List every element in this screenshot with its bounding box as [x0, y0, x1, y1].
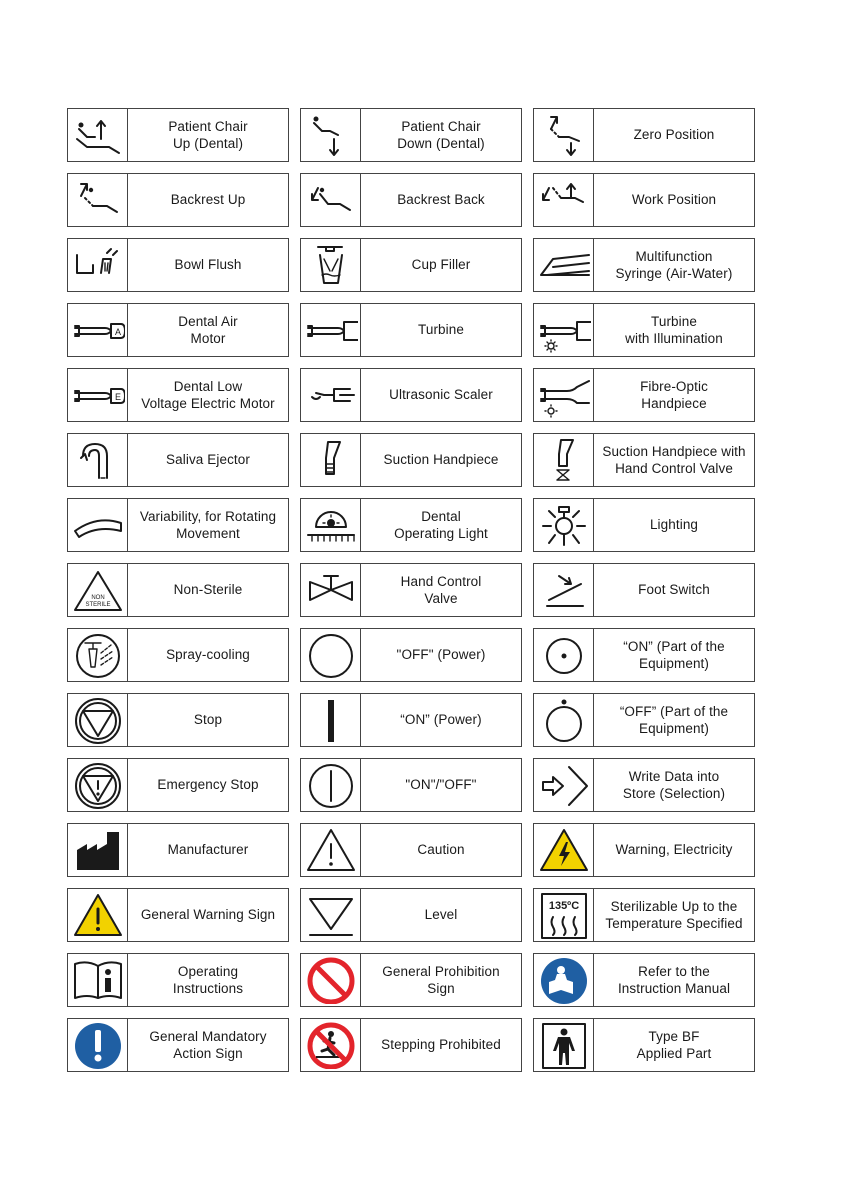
- symbol-cell-write-data-into-store: [533, 758, 755, 812]
- symbol-label-line: Turbine: [418, 322, 464, 338]
- symbol-label: [128, 174, 288, 226]
- symbol-cell-dental-low-voltage-electric-motor: [67, 368, 289, 422]
- symbol-label-line: Valve: [424, 591, 458, 606]
- symbol-label-line: Patient Chair: [168, 118, 248, 134]
- backrest-back-icon: [301, 174, 361, 226]
- svg-text:A: A: [114, 327, 121, 337]
- write-data-icon: [534, 759, 594, 811]
- symbol-cell-stop: [67, 693, 289, 747]
- symbol-cell-patient-chair-up-dental: [67, 108, 289, 162]
- symbol-label-line: Backrest Back: [397, 192, 485, 208]
- symbol-label: [361, 954, 521, 1006]
- dental-air-motor-icon: [68, 304, 128, 356]
- symbol-label-line: Patient Chair: [401, 118, 481, 134]
- symbol-cell-dental-air-motor: [67, 303, 289, 357]
- ultrasonic-scaler-icon: [301, 369, 361, 421]
- symbol-cell-on-power: [300, 693, 522, 747]
- symbol-label-line: Stop: [193, 712, 223, 728]
- symbol-label: [128, 759, 288, 811]
- symbol-label-line: Temperature Specified: [605, 916, 743, 931]
- symbol-label-line: Warning, Electricity: [615, 842, 733, 858]
- symbol-cell-general-mandatory-action-sign: [67, 1018, 289, 1072]
- symbol-label: [594, 499, 754, 551]
- symbol-label: [594, 629, 754, 681]
- symbol-cell-manufacturer: [67, 823, 289, 877]
- symbol-cell-turbine-with-illumination: [533, 303, 755, 357]
- symbol-label-line: Fibre-Optic: [640, 378, 708, 394]
- symbol-label: [594, 109, 754, 161]
- symbol-label-line: Spray-cooling: [166, 647, 250, 663]
- symbol-cell-multifunction-syringe: [533, 238, 755, 292]
- symbol-label: [128, 304, 288, 356]
- foot-switch-icon: [534, 564, 594, 616]
- symbol-label: [128, 824, 288, 876]
- symbol-label-line: Level: [424, 907, 458, 923]
- symbol-cell-work-position: [533, 173, 755, 227]
- off-part-equipment-icon: [534, 694, 594, 746]
- symbol-label: [594, 954, 754, 1006]
- symbol-cell-suction-handpiece-control-valve: [533, 433, 755, 487]
- symbol-label-line: Instruction Manual: [617, 981, 731, 996]
- symbol-label-line: Type BF: [648, 1028, 700, 1044]
- on-part-equipment-icon: [534, 629, 594, 681]
- type-bf-applied-part-icon: [534, 1019, 594, 1071]
- symbol-label-line: Write Data into: [628, 768, 720, 784]
- symbol-label-line: Dental Low: [173, 378, 243, 394]
- symbol-cell-ultrasonic-scaler: [300, 368, 522, 422]
- mandatory-action-icon: [68, 1019, 128, 1071]
- symbol-cell-lighting: [533, 498, 755, 552]
- symbol-label-line: Caution: [417, 842, 465, 858]
- symbol-label-line: Foot Switch: [638, 582, 710, 598]
- symbol-cell-emergency-stop: [67, 758, 289, 812]
- stepping-prohibited-icon: [301, 1019, 361, 1071]
- operating-instructions-icon: [68, 954, 128, 1006]
- symbol-label-line: General Prohibition: [382, 963, 500, 979]
- symbol-label-line: Lighting: [649, 517, 699, 533]
- symbol-label: [594, 759, 754, 811]
- symbol-label-line: General Warning Sign: [140, 907, 276, 923]
- symbol-cell-variability-rotating-movement: [67, 498, 289, 552]
- symbol-cell-saliva-ejector: [67, 433, 289, 487]
- general-warning-icon: [68, 889, 128, 941]
- symbol-cell-foot-switch: [533, 563, 755, 617]
- sterilizable-temperature-text: 135ºC: [548, 900, 579, 912]
- emergency-stop-icon: [68, 759, 128, 811]
- symbol-label-line: Refer to the: [638, 963, 710, 979]
- level-icon: [301, 889, 361, 941]
- symbol-label-line: “OFF” (Part of the: [619, 703, 729, 719]
- symbol-label-line: Backrest Up: [170, 192, 246, 208]
- symbol-label-line: with Illumination: [625, 331, 723, 346]
- saliva-ejector-icon: [68, 434, 128, 486]
- non-sterile-text-line-2: STERILE: [84, 602, 111, 608]
- symbol-label: [128, 889, 288, 941]
- symbol-label-line: Bowl Flush: [174, 257, 242, 273]
- symbol-cell-turbine: [300, 303, 522, 357]
- symbol-label: [361, 629, 521, 681]
- symbol-label: [594, 434, 754, 486]
- symbol-label-line: Cup Filler: [411, 257, 471, 273]
- symbol-label-line: Manufacturer: [167, 842, 249, 858]
- sterilizable-temperature-icon: [534, 889, 594, 941]
- symbol-label-line: Sign: [427, 981, 455, 996]
- turbine-icon: [301, 304, 361, 356]
- symbol-cell-level: [300, 888, 522, 942]
- symbol-label-line: Hand Control: [400, 573, 482, 589]
- symbol-label-line: Equipment): [638, 721, 710, 736]
- symbol-label-line: Ultrasonic Scaler: [389, 387, 493, 403]
- symbol-cell-on-part-equipment: [533, 628, 755, 682]
- symbol-label: [594, 564, 754, 616]
- symbol-label: [361, 1019, 521, 1071]
- symbol-label-line: Operating Light: [394, 526, 488, 541]
- symbol-cell-patient-chair-down-dental: [300, 108, 522, 162]
- symbol-label-line: Non-Sterile: [173, 582, 243, 598]
- symbol-label: [128, 434, 288, 486]
- symbol-label: [594, 239, 754, 291]
- svg-text:E: E: [114, 392, 121, 402]
- symbol-label-line: Applied Part: [636, 1046, 712, 1061]
- symbol-label-line: Work Position: [631, 192, 717, 208]
- symbol-cell-suction-handpiece: [300, 433, 522, 487]
- symbol-label: [594, 824, 754, 876]
- symbol-label-line: Turbine: [651, 313, 697, 329]
- hand-control-valve-icon: [301, 564, 361, 616]
- symbol-label-line: Action Sign: [173, 1046, 243, 1061]
- symbol-label: [361, 824, 521, 876]
- symbol-cell-caution: [300, 823, 522, 877]
- symbol-label: [594, 694, 754, 746]
- zero-position-icon: [534, 109, 594, 161]
- symbol-label-line: Store (Selection): [622, 786, 726, 801]
- backrest-up-icon: [68, 174, 128, 226]
- symbol-label-line: Handpiece: [641, 396, 707, 411]
- symbol-cell-hand-control-valve: [300, 563, 522, 617]
- non-sterile-text-line-1: NON: [90, 595, 105, 601]
- symbol-label-line: Down (Dental): [397, 136, 485, 151]
- symbol-cell-cup-filler: [300, 238, 522, 292]
- suction-handpiece-valve-icon: [534, 434, 594, 486]
- bowl-flush-icon: [68, 239, 128, 291]
- symbol-label: [361, 499, 521, 551]
- symbol-label-line: Operating: [177, 963, 239, 979]
- symbol-label: [128, 629, 288, 681]
- symbol-label: [361, 109, 521, 161]
- symbol-label-line: Suction Handpiece: [383, 452, 499, 468]
- electric-motor-icon: [68, 369, 128, 421]
- symbol-cell-spray-cooling: [67, 628, 289, 682]
- general-prohibition-icon: [301, 954, 361, 1006]
- symbol-cell-operating-instructions: [67, 953, 289, 1007]
- symbol-label: [594, 174, 754, 226]
- symbol-cell-zero-position: [533, 108, 755, 162]
- symbol-cell-warning-electricity: [533, 823, 755, 877]
- power-on-off-icon: [301, 759, 361, 811]
- symbol-label-line: Instructions: [172, 981, 244, 996]
- symbol-label-line: “ON” (Part of the: [623, 638, 725, 654]
- symbol-label-line: Dental: [421, 508, 461, 524]
- symbol-label-line: “ON” (Power): [400, 712, 482, 728]
- refer-to-manual-icon: [534, 954, 594, 1006]
- symbol-label: [128, 369, 288, 421]
- symbol-label: [361, 564, 521, 616]
- symbol-label-line: Voltage Electric Motor: [141, 396, 275, 411]
- symbol-label-line: Zero Position: [633, 127, 715, 143]
- symbol-cell-type-bf-applied-part: [533, 1018, 755, 1072]
- symbol-label-line: "ON"/"OFF": [405, 777, 477, 793]
- symbol-cell-backrest-back: [300, 173, 522, 227]
- symbol-label: [594, 369, 754, 421]
- symbol-cell-backrest-up: [67, 173, 289, 227]
- symbol-label: [361, 174, 521, 226]
- cup-filler-icon: [301, 239, 361, 291]
- symbol-label: [128, 954, 288, 1006]
- symbol-label-line: Saliva Ejector: [166, 452, 250, 468]
- symbol-label-line: Syringe (Air-Water): [615, 266, 733, 281]
- work-position-icon: [534, 174, 594, 226]
- symbol-cell-stepping-prohibited: [300, 1018, 522, 1072]
- symbol-label: [128, 109, 288, 161]
- symbol-label-line: Stepping Prohibited: [381, 1037, 501, 1053]
- multifunction-syringe-icon: [534, 239, 594, 291]
- symbol-cell-bowl-flush: [67, 238, 289, 292]
- symbol-label: [128, 499, 288, 551]
- symbol-label-line: Equipment): [638, 656, 710, 671]
- variability-rotating-icon: [68, 499, 128, 551]
- dental-operating-light-icon: [301, 499, 361, 551]
- symbol-label-line: Variability, for Rotating: [139, 508, 277, 524]
- symbol-cell-general-prohibition-sign: [300, 953, 522, 1007]
- symbol-label-line: Movement: [176, 526, 240, 541]
- caution-icon: [301, 824, 361, 876]
- spray-cooling-icon: [68, 629, 128, 681]
- power-on-icon: [301, 694, 361, 746]
- symbol-cell-sterilizable-temperature: [533, 888, 755, 942]
- symbol-label-line: General Mandatory: [149, 1028, 267, 1044]
- power-off-icon: [301, 629, 361, 681]
- symbol-label-line: Suction Handpiece with: [602, 443, 746, 459]
- symbol-label: [128, 1019, 288, 1071]
- symbol-label: [594, 1019, 754, 1071]
- symbol-label: [594, 889, 754, 941]
- symbol-label-line: Sterilizable Up to the: [610, 898, 738, 914]
- symbol-label: [361, 889, 521, 941]
- symbol-label-line: Motor: [190, 331, 226, 346]
- symbol-cell-off-power: [300, 628, 522, 682]
- symbol-label-line: Dental Air: [178, 313, 238, 329]
- symbol-cell-off-part-equipment: [533, 693, 755, 747]
- lighting-icon: [534, 499, 594, 551]
- symbol-cell-general-warning-sign: [67, 888, 289, 942]
- stop-icon: [68, 694, 128, 746]
- symbol-label: [128, 694, 288, 746]
- symbol-label: [361, 369, 521, 421]
- symbol-label-line: Up (Dental): [172, 136, 244, 151]
- fibre-optic-handpiece-icon: [534, 369, 594, 421]
- symbol-label-line: Hand Control Valve: [615, 461, 733, 476]
- patient-chair-up-icon: [68, 109, 128, 161]
- symbol-label: [128, 239, 288, 291]
- symbol-label: [128, 564, 288, 616]
- symbol-label: [361, 239, 521, 291]
- symbol-label-line: Multifunction: [635, 248, 713, 264]
- symbol-label: [361, 694, 521, 746]
- symbol-label: [594, 304, 754, 356]
- symbol-label: [361, 304, 521, 356]
- symbol-label-line: Emergency Stop: [157, 777, 259, 793]
- manufacturer-icon: [68, 824, 128, 876]
- symbol-cell-dental-operating-light: [300, 498, 522, 552]
- symbol-label: [361, 434, 521, 486]
- symbol-label-line: "OFF" (Power): [396, 647, 486, 663]
- suction-handpiece-icon: [301, 434, 361, 486]
- non-sterile-icon: [68, 564, 128, 616]
- symbol-cell-refer-to-instruction-manual: [533, 953, 755, 1007]
- warning-electricity-icon: [534, 824, 594, 876]
- turbine-illumination-icon: [534, 304, 594, 356]
- symbol-cell-on-off: [300, 758, 522, 812]
- symbol-cell-fibre-optic-handpiece: [533, 368, 755, 422]
- symbol-label: [361, 759, 521, 811]
- patient-chair-down-icon: [301, 109, 361, 161]
- symbol-cell-non-sterile: [67, 563, 289, 617]
